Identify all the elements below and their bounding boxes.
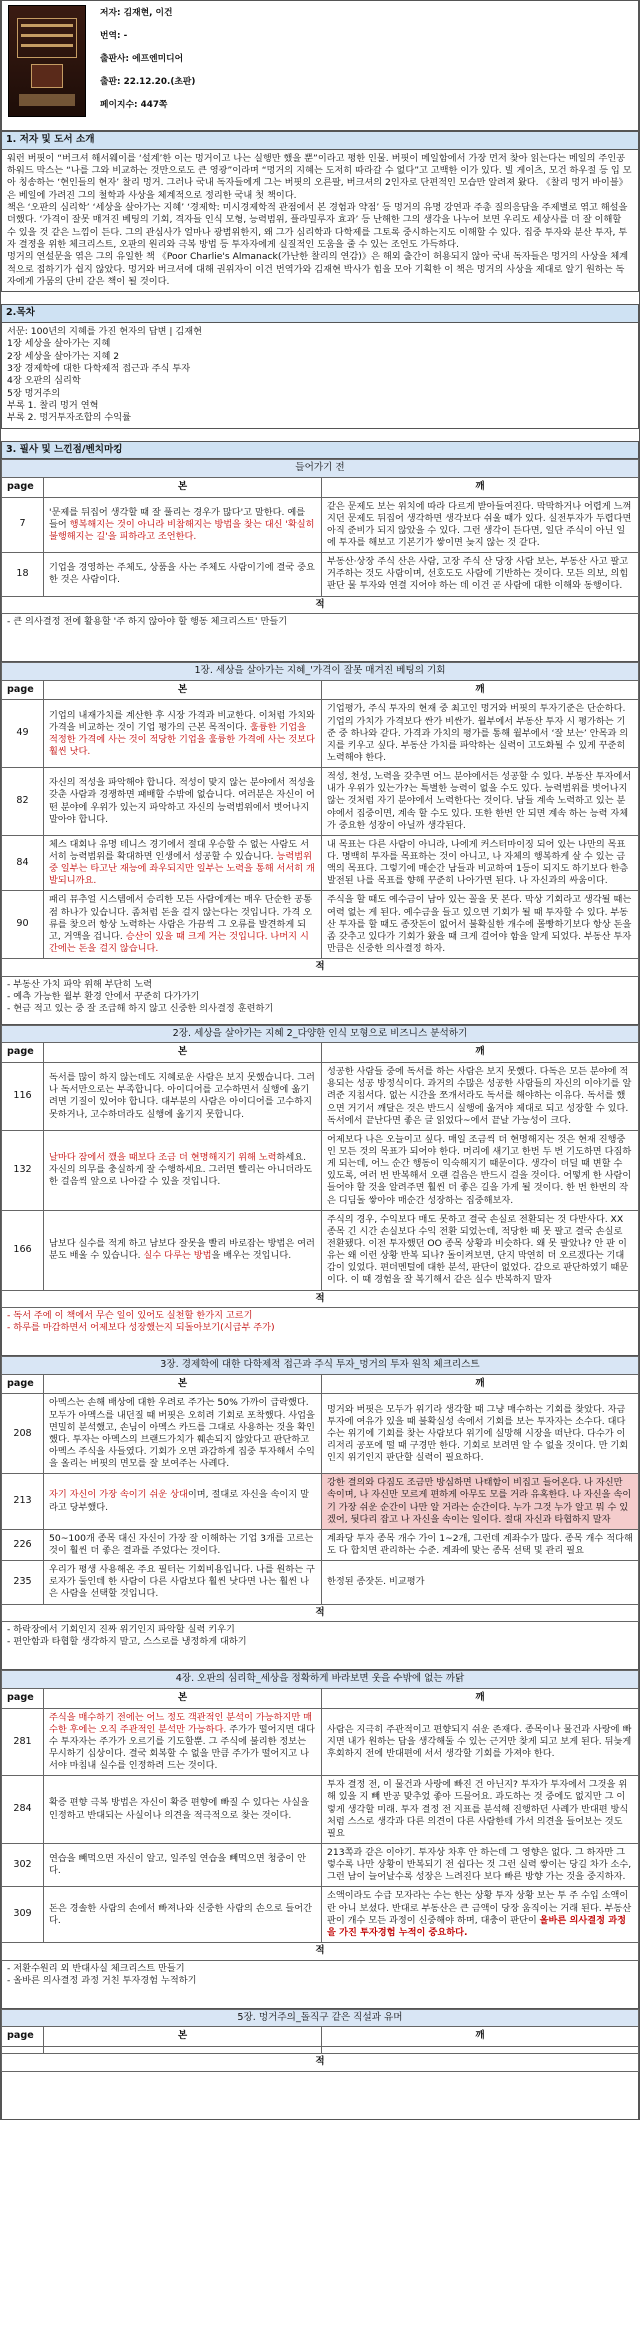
- quote-highlight: 자기 자신이 가장 속이기 쉬운 상대: [49, 1489, 188, 1501]
- table-row: [2, 891, 639, 959]
- page-number: 226: [2, 1529, 44, 1560]
- apply-header: 적: [2, 1942, 639, 1960]
- page-number: 84: [2, 835, 44, 891]
- insight-text: [322, 1210, 639, 1290]
- page-number: 284: [2, 1776, 44, 1844]
- header-kkae: 깨: [322, 1688, 639, 1708]
- toc-item: 5장 멍거주의: [7, 387, 61, 399]
- chapter-subtitle: 들어가기 전: [2, 460, 639, 478]
- quote-text: [44, 1130, 322, 1210]
- header-kkae: 깨: [322, 1374, 639, 1394]
- apply-notes: [1, 614, 639, 662]
- insight-text: [322, 1708, 639, 1776]
- chapter-table-intro: [1, 459, 639, 614]
- toc-item: 2장 세상을 살아가는 지혜 2: [7, 350, 120, 362]
- book-header: [1, 0, 639, 131]
- insight-text: [322, 1063, 639, 1131]
- insight-text: [322, 1394, 639, 1474]
- header-page: page: [2, 1374, 44, 1394]
- header-page: page: [2, 1043, 44, 1063]
- page-number: 132: [2, 1130, 44, 1210]
- header-bon: 본: [44, 477, 322, 497]
- quote-highlight: 실수 다루는 방법: [143, 1250, 212, 1262]
- header-kkae: 깨: [322, 1043, 639, 1063]
- apply-notes: [1, 2072, 639, 2120]
- insight-segment: 주식의 경우, 수익보다 매도 못하고 결국 손실로 전환되는 것 다반사다. XX 종목 긴 시간 손실보다 수익 전환 되었는데, 적당한 때 못 팔고 결국 손실로 전환됐다. 이전 투자했던 OO 종목 상황과 비슷하다. 왜 못 팔았나? 안 판 이유는 왜 이런 상황 반복 되나? 돌이켜보면, 단지 막연히 더 오르겠다는 기대감이 있었다. 편더멘털에 대한 분석, 판단이 없었다. 감으로 판단하였기 때문이다. 이 때 경험을 잘 복기해서 같은 실수 반복하지 말자: [327, 1213, 629, 1286]
- table-row: [2, 553, 639, 596]
- section-title-notes: 3. 필사 및 느낀점/벤치마킹: [1, 441, 639, 460]
- chapter-tables: [1, 459, 639, 2119]
- toc-item: 4장 오판의 심리학: [7, 375, 81, 387]
- quote-highlight: 주식을 매수하기 전에는 어느 정도 객관적인 분석이 가능하지만 매수한 후에는 오직 주관적인 분석만 가능하다.: [49, 1711, 312, 1735]
- meta-translator: 번역: -: [100, 31, 128, 41]
- page-number: 116: [2, 1063, 44, 1131]
- insight-segment: 한정된 종잣돈. 비교평가: [327, 1576, 425, 1588]
- book-cover-image: [8, 5, 86, 117]
- quote-segment: 50~100개 종목 대신 자신이 가장 잘 이해하는 기업 3개를 고르는 것이 훨씬 더 좋은 결과를 주었다는 것이다.: [49, 1532, 314, 1557]
- apply-header: 적: [2, 959, 639, 977]
- insight-segment: 어제보다 나은 오늘이고 싶다. 매일 조금씩 더 현명해지는 것은 현재 진행중인 모든 것의 목표가 되어야 한다. 머리에 새기고 한번 두 번 기도하면 다짐하게 되는데, 어느 순간 행동이 익숙해지기 때문이다. 생각이 더딜 때 변할 수 있도록, 여러 번 반복해서 오랜 걸음은 반드시 걸을 것이다. 어떻게 한 사람이 들어야 할 것을 알려주면 훨씬 더 좋은 길을 가게 될 것이다. 한 번 한번의 작은 디딤돌 쌓아야 매순간 성장하는 집중해보자.: [327, 1133, 632, 1206]
- quote-highlight: 승산이 있을 때 크게 거는 것입니다. 나머지 시간에는 돈을 걸지 않습니다.: [49, 930, 309, 954]
- quote-segment: 주가가 떨어지면 대다수 투자자는 주가가 오르기를 기도할뿐. 그 주식에 불리한 정보는 무시하기 십상이다. 결국 회복할 수 없을 만큼 주가가 떨어지고 나서야 마침내 실수를 인정하려 드는 것이다.: [49, 1723, 315, 1772]
- insight-segment: 같은 문제도 보는 위치에 따라 다르게 받아들여진다. 막막하거나 어렵게 느껴지던 문제도 뒤집어 생각하면 생각보다 쉬울 때가 있다. 실전투자가 두렵다면 아직 준비가 되지 않았을 수 있다. 그런 생각이 든다면, 일단 주식이 아닌 일에 투자를 해보고 기본기가 쌓이면 늦지 않는 것 같다.: [327, 500, 632, 548]
- page-number: [2, 2046, 44, 2053]
- apply-note: - 편안함과 타협할 생각하지 말고, 스스로를 냉정하게 대하기: [7, 1636, 247, 1648]
- header-page: page: [2, 1688, 44, 1708]
- insight-segment: 소액이라도 수급 모자라는 수는 한는 상황 투자 상황 보는 투 주 수입 소액이란 아니 보셨다. 반대로 부동산은 큰 금액이 당장 움직이는 거래 된다. 부동산 판이 개수 모든 과정이 신중해야 하며, 대충이 판단이: [327, 1890, 632, 1926]
- quote-segment: 을 배우는 것입니다.: [211, 1250, 292, 1262]
- toc-item: 3장 경제학에 대한 다학제적 접근과 주식 투자: [7, 362, 191, 374]
- page-number: 49: [2, 700, 44, 768]
- quote-text: [44, 1843, 322, 1886]
- intro-paragraph: 책은 ‘오판의 심리학’ ‘세상을 살아가는 지혜’ ‘경제학: 미시경제학적 관점에서 본 경험과 약점’ 등 멍거의 유명 강연과 주총 질의응답을 주제별로 엮고 해설을 더했다. ‘가격이 잘못 매겨진 베팅의 기회, 격자들 인식 모형, 능력범위, 플라밀루자 효과’ 등 난해한 그의 생각을 나누어 보면 우리도 세상사를 더 잘 이해할 수 있을 것 같은 느낌이 든다. 그의 관심사가 얼마나 광범위한지, 왜 그가 심리학과 다학제를 그토록 중시하는지도 이해할 수 있다. 집중 투자와 분산 투자, 투자 결정을 위한 체크리스트, 오판의 원리와 극복 방법 등 투자자에게 실질적인 도움을 줄 수 있는 조언도 가득하다.: [7, 201, 628, 250]
- header-bon: 본: [44, 680, 322, 700]
- quote-text: [44, 1887, 322, 1943]
- table-row: [2, 768, 639, 836]
- apply-note: - 현금 적고 있는 중 잘 조급해 하지 않고 신중한 의사결정 훈련하기: [7, 1003, 274, 1015]
- quote-highlight: 능력범위 중 일부는 타고난 재능에 좌우되지만 일부는 노력을 통해 서서히 개발되니까요.: [49, 851, 315, 887]
- quote-text: [44, 497, 322, 553]
- chapter-table-ch2: [1, 1025, 639, 1308]
- section-title-intro: 1. 저자 및 도서 소개: [1, 131, 639, 150]
- insight-text: [322, 1474, 639, 1530]
- page-number: 302: [2, 1843, 44, 1886]
- insight-segment: 투자 결정 전, 이 물건과 사랑에 빠진 건 아닌지? 투자가 투자에서 그것을 위해 있을 지 빼 반공 맞추었 좋아 드믈어요. 과도하는 것 중에도 없지만 그 이렇게 생각할 미래. 투자 결정 전 지표를 분석해 진행하던 사례가 반대편 방식처럼 스스로 생각과 다른 의견이 다른 사람한테 가서 의견을 들어보는 것도 필요: [327, 1779, 629, 1839]
- apply-note: - 저환수원리 외 반대사실 체크리스트 만들기: [7, 1962, 185, 1974]
- quote-text: [44, 1063, 322, 1131]
- apply-note: - 하루를 마감하면서 어제보다 성장했는지 되돌아보기(시급부 주가): [7, 1322, 275, 1334]
- quote-segment: 기업을 경영하는 주체도, 상품을 사는 주체도 사람이기에 결국 중요한 것은 사람이다.: [49, 562, 315, 586]
- toc-item: 부록 1. 찰리 멍거 연혁: [7, 399, 99, 411]
- apply-note: - 독서 주에 이 책에서 무슨 일이 있어도 실천할 한가지 고르기: [7, 1310, 253, 1322]
- quote-highlight: 훌륭한 기업을 적정한 가격에 사는 것이 적당한 기업을 훌륭한 가격에 사는 것보다 훨씬 낫다.: [49, 721, 315, 757]
- quote-segment: 돈은 경솔한 사람의 손에서 빠져나와 신중한 사람의 손으로 들어간다.: [49, 1902, 312, 1926]
- quote-text: [44, 2046, 322, 2053]
- table-row: [2, 1474, 639, 1530]
- apply-note: - 부동산 가치 파악 위해 부단히 노력: [7, 978, 153, 990]
- table-row: [2, 700, 639, 768]
- quote-segment: 패리 뮤추얼 시스템에서 승리한 모든 사람에게는 매우 단순한 공통점 하나가 있습니다. 좀처럼 돈을 걸지 않는다는 것입니다. 가격 오류를 찾으러 항상 노력하는 사람은 가끔씩 그 오류를 발견하게 되고, 거액을 겁니다.: [49, 894, 312, 942]
- page-number: 208: [2, 1394, 44, 1474]
- table-header-row: [2, 477, 639, 497]
- table-of-contents: [1, 323, 639, 429]
- header-bon: 본: [44, 1374, 322, 1394]
- insight-segment: 적성, 천성, 노력을 갖추면 어느 분야에서든 성공할 수 있다. 부동산 투자에서 내가 우위가 있는가?는 특별한 능력이 없을 수도 있다. 능력범위를 벗어나지 않는 것처럼 자기 분야에서 노력한다는 것이다. 남들 계속 노력하고 있는 분야에서 집중이면, 계속 할 수도 있다. 또한 한번 안 되면 계속 하는 능력 자체가 중요한 성장이 아닐까 생각된다.: [327, 771, 632, 831]
- insight-segment: 성공한 사람들 중에 독서를 하는 사람은 보지 못했다. 다독은 모든 분야에 적용되는 성공 방정식이다. 과거의 수많은 성공한 사람들의 자신의 이야기를 알려준 지침서다. 없는 시간을 쪼개서라도 독서를 해야하는 이유다. 독서를 했으면 거기서 깨달은 것은 반드시 실행에 옮겨야 제대로 되고 성장할 수 있다. 독서에서 끝난다면 좋은 글 읽었다~에서 끝날 가능성이 크다.: [327, 1066, 632, 1126]
- header-page: page: [2, 2027, 44, 2047]
- page-number: 7: [2, 497, 44, 553]
- insight-text: [322, 553, 639, 596]
- quote-text: [44, 1776, 322, 1844]
- insight-text: [322, 891, 639, 959]
- quote-segment: 독서를 많이 하지 않는데도 지혜로운 사람은 보지 못했습니다. 그러나 독서만으로는 부족합니다. 아이디어를 고수하면서 실행에 옮기려면 기질이 있어야 합니다. 대부분의 사람은 아이디어를 고수하지 못하거나, 고수하더라도 실행에 옮기지 못합니다.: [49, 1072, 315, 1120]
- apply-note: - 예측 가능한 월부 환경 안에서 꾸준히 다가가기: [7, 990, 200, 1002]
- chapter-table-ch3: [1, 1356, 639, 1622]
- table-row: [2, 1887, 639, 1943]
- section-title-toc: 2.목차: [1, 304, 639, 323]
- quote-text: [44, 1708, 322, 1776]
- apply-notes: [1, 977, 639, 1025]
- page-number: 82: [2, 768, 44, 836]
- page-number: 18: [2, 553, 44, 596]
- page-number: 213: [2, 1474, 44, 1530]
- intro-paragraph: 멍거의 연설문을 엮은 그의 유일한 책 《Poor Charlie's Almanack(가난한 찰리의 연감)》은 해외 출간이 허용되지 않아 국내 독자들은 멍거의 사상을 체계적으로 접하기가 쉽지 않았다. 멍거와 버크셔에 대해 권위자이 이건 번역가와 김재현 박사가 힘을 모아 기획한 이 책은 멍거의 사상을 제대로 알기 원하는 독자에게 가뭄의 단비 같은 책이 될 것이다.: [7, 251, 629, 287]
- quote-text: [44, 1394, 322, 1474]
- quote-segment: 체스 대회나 유명 테니스 경기에서 절대 우승할 수 없는 사람도 서서히 능력범위를 확대하면 인생에서 성공할 수 있습니다.: [49, 838, 309, 863]
- page-number: 309: [2, 1887, 44, 1943]
- chapter-table-ch4: [1, 1670, 639, 1960]
- table-row: [2, 2046, 639, 2053]
- table-header-row: [2, 1688, 639, 1708]
- quote-text: [44, 1210, 322, 1290]
- page-number: 235: [2, 1561, 44, 1604]
- insight-text: [322, 1776, 639, 1844]
- apply-note: - 올바른 의사결정 과정 거친 투자경험 누적하기: [7, 1974, 197, 1986]
- page-number: 166: [2, 1210, 44, 1290]
- apply-header: 적: [2, 1290, 639, 1308]
- insight-text: [322, 1130, 639, 1210]
- header-page: page: [2, 680, 44, 700]
- quote-text: [44, 835, 322, 891]
- insight-segment: 부동산·상장 주식 산은 사람, 고장 주식 산 당장 사람 보는, 부동산 사고 팔고 거주하는 것도 사람이며, 선호도도 사람에 기반하는 것이다. 모든 의보, 의힘 판단 물 투자와 연결 지어야 하는 데 이건 곧 사람에 대한 이해와 동행이다.: [327, 556, 629, 592]
- insight-text: [322, 835, 639, 891]
- meta-pages: 페이지수: 447쪽: [100, 100, 168, 110]
- table-row: [2, 1210, 639, 1290]
- chapter-table-ch1: [1, 662, 639, 977]
- table-row: [2, 1394, 639, 1474]
- quote-segment: 아멕스는 손해 배상에 대한 우려로 주가는 50% 가까이 급락했다. 모두가 아멕스를 내던질 때 버핏은 오히려 기회로 포착했다. 사업을 면밀히 분석했고, 손님이 아멕스 카드를 그대로 사용하는 것을 확인했다. 투자는 아멕스의 브랜드가치가 훼손되지 않았다고 판단하고 아멕스 주식을 사들였다. 기회가 오면 과감하게 집중 투자해서 수익을 올리는 버핏의 면모를 잘 보여주는 사례다.: [49, 1397, 315, 1470]
- chapter-subtitle: 4장. 오판의 심리학_세상을 정확하게 바라보면 웃을 수밖에 없는 까닭: [2, 1671, 639, 1689]
- insight-text: [322, 1887, 639, 1943]
- table-header-row: [2, 1043, 639, 1063]
- insight-segment: 사람은 지극히 주관적이고 편향되지 쉬운 존재다. 종목이나 물건과 사랑에 빠지면 내가 원하는 답을 생각해둘 수 있는 근거만 찾게 되고 보게 된다. 뒤늦게 후회하지 전에 반대편에 서서 생각할 기회를 가져야 한다.: [327, 1723, 632, 1759]
- quote-text: [44, 768, 322, 836]
- apply-note: - 큰 의사결정 전에 활용할 '주 하지 않아야 할 행동 체크리스트' 만들기: [7, 616, 288, 628]
- toc-item: 부록 2. 멍거투자조합의 수익률: [7, 412, 132, 424]
- header-kkae: 깨: [322, 477, 639, 497]
- insight-segment: 멍거와 버핏은 모두가 위기라 생각할 때 그냥 매수하는 기회를 찾았다. 자금 투자에 여유가 있을 때 불확실성 속에서 기회를 보는 투자자는 소수다. 대다수는 위기에 기회를 찾는 사람보다 위기에 실망해 시장을 떠난다. 다수가 이리저리 공포에 떨 때 구경만 한다. 기회로 보려면 알 수 없을 것이다. 만 기회인지 위기인지 판단할 실력이 필요하다.: [327, 1403, 629, 1464]
- chapter-subtitle: 2장. 세상을 살아가는 지혜 2_다양한 인식 모형으로 비즈니스 분석하기: [2, 1025, 639, 1043]
- quote-highlight: 행복해지는 것이 아니라 비참해지는 방법을 찾는 대신 '확실히 불행해지는 길'을 피하라고 조언한다.: [49, 518, 315, 542]
- book-meta: [92, 1, 203, 130]
- table-row: [2, 1561, 639, 1604]
- insight-highlight: 올바른 의사결정 과정을 가진 투자경험 누적이 중요하다.: [327, 1914, 626, 1938]
- page-number: 281: [2, 1708, 44, 1776]
- quote-text: [44, 553, 322, 596]
- apply-header: 적: [2, 596, 639, 614]
- quote-segment: 확증 편향 극복 방법은 자신이 확증 편향에 빠질 수 있다는 사실을 인정하고 반대되는 사실이나 의견을 적극적으로 찾는 것이다.: [49, 1797, 309, 1821]
- insight-segment: 213쪽과 같은 이야기. 투자상 차후 안 하는데 그 영향은 없다. 그 하자만 그렇수록 나만 상황이 반복되기 전 쉽다는 것 그런 실력 쌓이는 당길 차가 소수, 그런 남이 늘어날수록 성장은 느려진다 보다 빠른 방향 가는 것을 중지하자.: [327, 1846, 632, 1883]
- apply-notes: [1, 1961, 639, 2009]
- header-bon: 본: [44, 2027, 322, 2047]
- quote-segment: 하세요. 자신의 의무를 충실하게 잘 수행하세요. 그러면 빨리는 아니더라도 한 걸음씩 앞으로 나아갈 수 있을 것입니다.: [49, 1152, 312, 1188]
- table-row: [2, 1776, 639, 1844]
- header-kkae: 깨: [322, 680, 639, 700]
- chapter-subtitle: 3장. 경제학에 대한 다학제적 접근과 주식 투자_멍거의 투자 원칙 체크리스트: [2, 1357, 639, 1375]
- header-page: page: [2, 477, 44, 497]
- quote-text: [44, 1529, 322, 1560]
- toc-item: 서문: 100년의 지혜를 가진 현자의 답변 | 김재현: [7, 325, 203, 337]
- header-bon: 본: [44, 1688, 322, 1708]
- meta-author: 저자: 김재현, 이건: [100, 8, 173, 18]
- insight-text: [322, 1561, 639, 1604]
- quote-segment: 우리가 평생 사용해온 주요 필터는 기회비용입니다. 나를 원하는 구로자가 둘인데 한 사람이 다른 사람보다 훨씬 낫다면 나는 훨씬 나은 사람을 선택할 것입니다.: [49, 1564, 315, 1600]
- apply-header: 적: [2, 1604, 639, 1622]
- table-header-row: [2, 680, 639, 700]
- insight-text: [322, 1529, 639, 1560]
- quote-segment: 자신의 적성을 파악해야 합니다. 적성이 맞지 않는 분야에서 적성을 갖춘 사람과 경쟁하면 패배할 수밖에 없습니다. 여러분은 자신이 어떤 분야에 우위가 있는지 파악하고 자신의 능력범위에서 벗어나지 말아야 합니다.: [49, 777, 315, 825]
- insight-segment: 계좌당 투자 종목 개수 가이 1~2개, 그런데 계좌수가 많다. 종목 개수 적다해도 다 합치면 관리하는 수준. 계좌에 맞는 종목 선택 및 관리 필요: [327, 1532, 633, 1557]
- insight-text: [322, 497, 639, 553]
- intro-paragraph: 워런 버핏이 “버크셔 해서웨이를 ‘설계’한 이는 멍거이고 나는 실행만 했을 뿐”이라고 평한 인물. 버핏이 메일함에서 가장 먼저 찾아 읽는다는 메일의 주인공 하워드 막스는 “나를 그와 비교하는 것만으로도 큰 영광”이라며 “멍거의 지혜는 도저히 따라갈 수 없다”고 고백한 이가 있다. 빌 게이츠, 모건 하우절 등 입 모아 칭송하는 ‘현인들의 현자’ 찰리 멍거. 그러나 국내 독자들에게 그는 버핏의 오른팔, 버크셔의 2인자로 단편적인 모습만 알려져 왔다. 《찰리 멍거 바이블》은 베일에 가려진 그의 철학과 사상을 체계적으로 정리한 국내 첫 책이다.: [7, 152, 632, 201]
- toc-item: 1장 세상을 살아가는 지혜: [7, 338, 111, 350]
- insight-text: [322, 1843, 639, 1886]
- header-kkae: 깨: [322, 2027, 639, 2047]
- chapter-subtitle: 1장. 세상을 살아가는 지혜_'가격이 잘못 매겨진 베팅의 기회: [2, 663, 639, 681]
- header-bon: 본: [44, 1043, 322, 1063]
- quote-segment: 기업의 내재가치를 계산한 후 시장 가격과 비교한다. 이처럼 가치와 가격을 비교하는 것이 기업 평가의 근본 목적이다.: [49, 709, 315, 733]
- quote-text: [44, 700, 322, 768]
- apply-note: - 하락장에서 기회인지 진짜 위기인지 파악할 실력 키우기: [7, 1624, 235, 1636]
- quote-text: [44, 1561, 322, 1604]
- apply-notes: [1, 1622, 639, 1670]
- table-row: [2, 1130, 639, 1210]
- apply-notes: [1, 1308, 639, 1356]
- table-row: [2, 835, 639, 891]
- insight-segment: 강한 결의와 다짐도 조금만 방심하면 나태함이 비집고 들어온다. 나 자신만 속이며, 나 자신만 모르게 편하게 아무도 모를 거라 유혹한다. 나 자신을 속이기 가장 쉬운 순간이 나만 알 거라는 순간이다. 누가 그것 누가 알고 뭐 수 있겠어, 뒷다리 잡고 나 자신을 속이는 일이다. 절대 자신과 타협하지 말자: [327, 1477, 632, 1525]
- insight-text: [322, 2046, 639, 2053]
- insight-segment: 주식을 할 때도 예수금이 남아 있는 꼴을 못 본다. 막상 기회라고 생각될 때는 여력 없는 게 된다. 예수금을 들고 있으면 기회가 될 때 투자할 수 있다. 부동산 투자를 할 때도 종잣돈이 없어서 불확실한 개수에 몰빵하기보다 항상 돈을 좀 갖추고 있다가 기회가 왔을 때 크게 걸어야 함을 알게 되었다. 부동산 투자만큼은 신중한 의사결정 하자.: [327, 894, 632, 954]
- quote-highlight: 날마다 잠에서 깼을 때보다 조금 더 현명해지기 위해 노력: [49, 1152, 277, 1164]
- chapter-subtitle: 5장. 멍거주의_돌직구 같은 직설과 유머: [2, 2009, 639, 2027]
- page-number: 90: [2, 891, 44, 959]
- chapter-table-ch5: [1, 2009, 639, 2072]
- book-intro-text: [1, 150, 639, 293]
- table-row: [2, 1529, 639, 1560]
- quote-text: [44, 891, 322, 959]
- table-row: [2, 1063, 639, 1131]
- insight-segment: 내 목표는 다른 사람이 아니라, 나에게 커스터마이징 되어 있는 나만의 목표다. 명백히 투자를 목표하는 것이 아니고, 나 자체의 행복하게 살 수 있는 금액의 목표다. 그렇기에 매순간 남들과 비교하여 1등이 되지도 하기보다 한층 발전된 나를 목표를 향해 꾸준히 나아가면 된다. 나 자신과의 싸움이다.: [327, 838, 629, 887]
- insight-text: [322, 768, 639, 836]
- quote-segment: 연습을 빼먹으면 자신이 알고, 일주일 연습을 빼먹으면 청중이 안다.: [49, 1853, 307, 1877]
- apply-header: 적: [2, 2053, 639, 2071]
- quote-text: [44, 1474, 322, 1530]
- table-row: [2, 1708, 639, 1776]
- insight-segment: 기업평가, 주식 투자의 현재 중 최고인 멍거와 버핏의 투자기준은 단순하다. 기업의 가치가 가격보다 싼가 비싼가. 월부에서 부동산 투자 시 평가하는 기준 중 하나와 같다. 가격과 가치의 평가를 통해 월부에서 ‘잘 보는’ 안목과 의지를 키우고 싶다. 부동산 가치를 파악하는 실력이 고도화될 수 있게 꾸준히 노력해야 한다.: [327, 703, 629, 764]
- table-header-row: [2, 2027, 639, 2047]
- meta-publisher: 출판사: 에프엔미디어: [100, 54, 184, 64]
- quote-segment: '문제를 뒤집어 생각할 때 잘 풀리는 경우가 많다'고 말한다. 예를 들어: [49, 506, 306, 530]
- table-row: [2, 497, 639, 553]
- meta-date: 출판: 22.12.20.(초판): [100, 77, 196, 87]
- quote-segment: 이며, 절대로 자신을 속이지 말라고 당부했다.: [49, 1489, 309, 1513]
- quote-segment: 남보다 실수를 적게 하고 남보다 잘못을 빨리 바로잡는 방법은 여러분도 배울 수 있습니다.: [49, 1237, 315, 1262]
- table-header-row: [2, 1374, 639, 1394]
- insight-text: [322, 700, 639, 768]
- table-row: [2, 1843, 639, 1886]
